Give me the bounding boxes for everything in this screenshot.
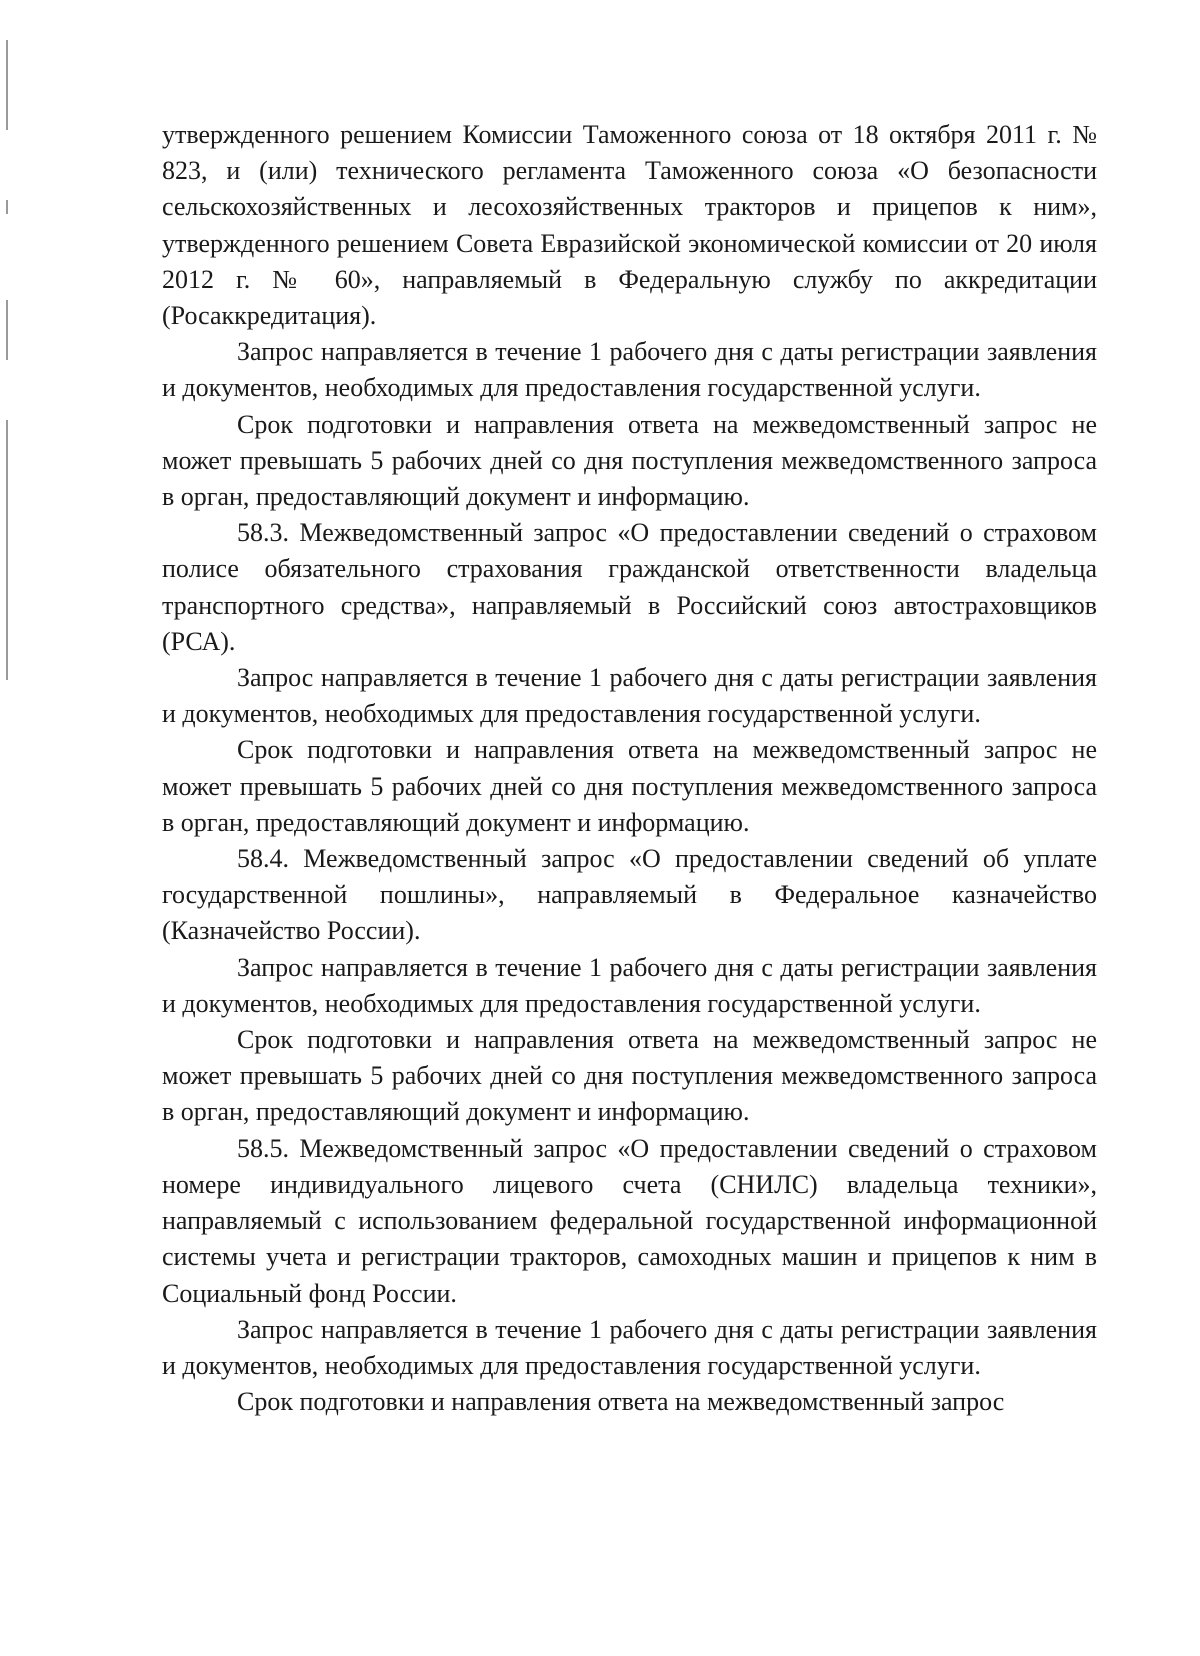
paragraph-response-deadline-start: Срок подготовки и направления ответа на межведомственный запрос	[237, 1387, 1005, 1417]
paragraph-response-deadline: Срок подготовки и направления ответа на межведомственный запрос не может превышать 5 рабочих дней со дня поступления межведомственного запроса в орган, предоставляющий документ и информацию.	[162, 1025, 1097, 1127]
paragraph-request-timing: Запрос направляется в течение 1 рабочего дня с даты регистрации заявления и документов, необходимых для предоставления государственной услуги.	[162, 1314, 1097, 1380]
paragraph-response-deadline: Срок подготовки и направления ответа на межведомственный запрос не может превышать 5 рабочих дней со дня поступления межведомственного запроса в орган, предоставляющий документ и информацию.	[162, 409, 1097, 512]
paragraph-item-58-5: 58.5. Межведомственный запрос «О предоставлении сведений о страховом номере индивидуального лицевого счета (СНИЛС) владельца техники», направляемый с использованием федеральной государственной информационной системы учета и регистрации тракторов, самоходных машин и прицепов к ним в Социальный фонд России.	[162, 1133, 1097, 1308]
paragraph-continuation: утвержденного решением Комиссии Таможенного союза от 18 октября 2011 г. № 823, и (или) технического регламента Таможенного союза «О безопасности сельскохозяйственных и лесохозяйственных тракторов и прицепов к ним», утвержденного решением Совета Евразийской экономической комиссии от 20 июля 2012 г. № 60», направляемый в Федеральную службу по аккредитации (Росаккредитация).	[162, 120, 1097, 331]
paragraph-request-timing: Запрос направляется в течение 1 рабочего дня с даты регистрации заявления и документов, необходимых для предоставления государственной услуги.	[162, 952, 1097, 1018]
paragraph-item-58-4: 58.4. Межведомственный запрос «О предоставлении сведений об уплате государственной пошлины», направляемый в Федеральное казначейство (Казначейство России).	[162, 844, 1097, 946]
scan-edge-mark	[6, 40, 8, 130]
paragraph-request-timing: Запрос направляется в течение 1 рабочего дня с даты регистрации заявления и документов, необходимых для предоставления государственной услуги.	[162, 663, 1097, 729]
scan-edge-mark	[6, 200, 8, 214]
paragraph-response-deadline: Срок подготовки и направления ответа на межведомственный запрос не может превышать 5 рабочих дней со дня поступления межведомственного запроса в орган, предоставляющий документ и информацию.	[162, 735, 1097, 837]
paragraph-item-58-3: 58.3. Межведомственный запрос «О предоставлении сведений о страховом полисе обязательного страхования гражданской ответственности владельца транспортного средства», направляемый в Российский союз автостраховщиков (РСА).	[162, 518, 1097, 656]
document-body	[162, 117, 1097, 1420]
scan-edge-mark	[6, 300, 8, 360]
paragraph-request-timing: Запрос направляется в течение 1 рабочего дня с даты регистрации заявления и документов, необходимых для предоставления государственной услуги.	[162, 337, 1097, 403]
scan-edge-mark	[6, 420, 8, 680]
